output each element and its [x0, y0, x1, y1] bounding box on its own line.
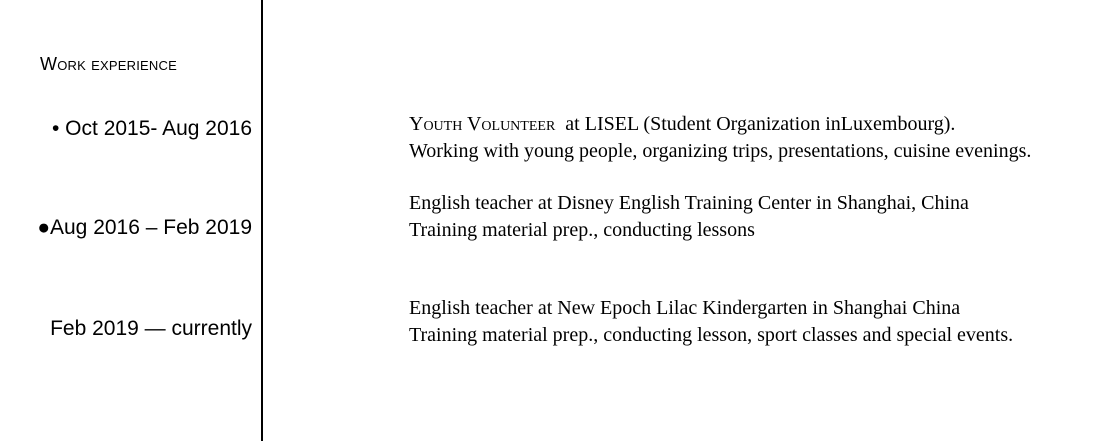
experience-entry: [409, 190, 969, 244]
vertical-divider: [261, 0, 263, 441]
entry-date: ●Aug 2016 – Feb 2019: [37, 216, 252, 239]
entry-description: Working with young people, organizing trips, presentations, cuisine evenings.: [409, 140, 1032, 162]
entry-role: Youth Volunteer: [409, 113, 556, 135]
entry-description: Training material prep., conducting lesson, sport classes and special events.: [409, 324, 1014, 346]
entry-heading: English teacher at New Epoch Lilac Kindergarten in Shanghai China: [409, 297, 961, 319]
experience-entry: [409, 111, 1031, 165]
entry-date: • Oct 2015- Aug 2016: [52, 117, 252, 140]
entry-date: Feb 2019 — currently: [50, 317, 252, 340]
entry-heading: [409, 111, 1031, 138]
section-title: Work experience: [40, 54, 177, 74]
entry-description: Training material prep., conducting lessons: [409, 219, 755, 241]
entry-heading-rest: at LISEL (Student Organization inLuxembourg).: [555, 113, 956, 135]
entry-heading: English teacher at Disney English Training Center in Shanghai, China: [409, 192, 969, 214]
experience-entry: [409, 295, 1013, 349]
